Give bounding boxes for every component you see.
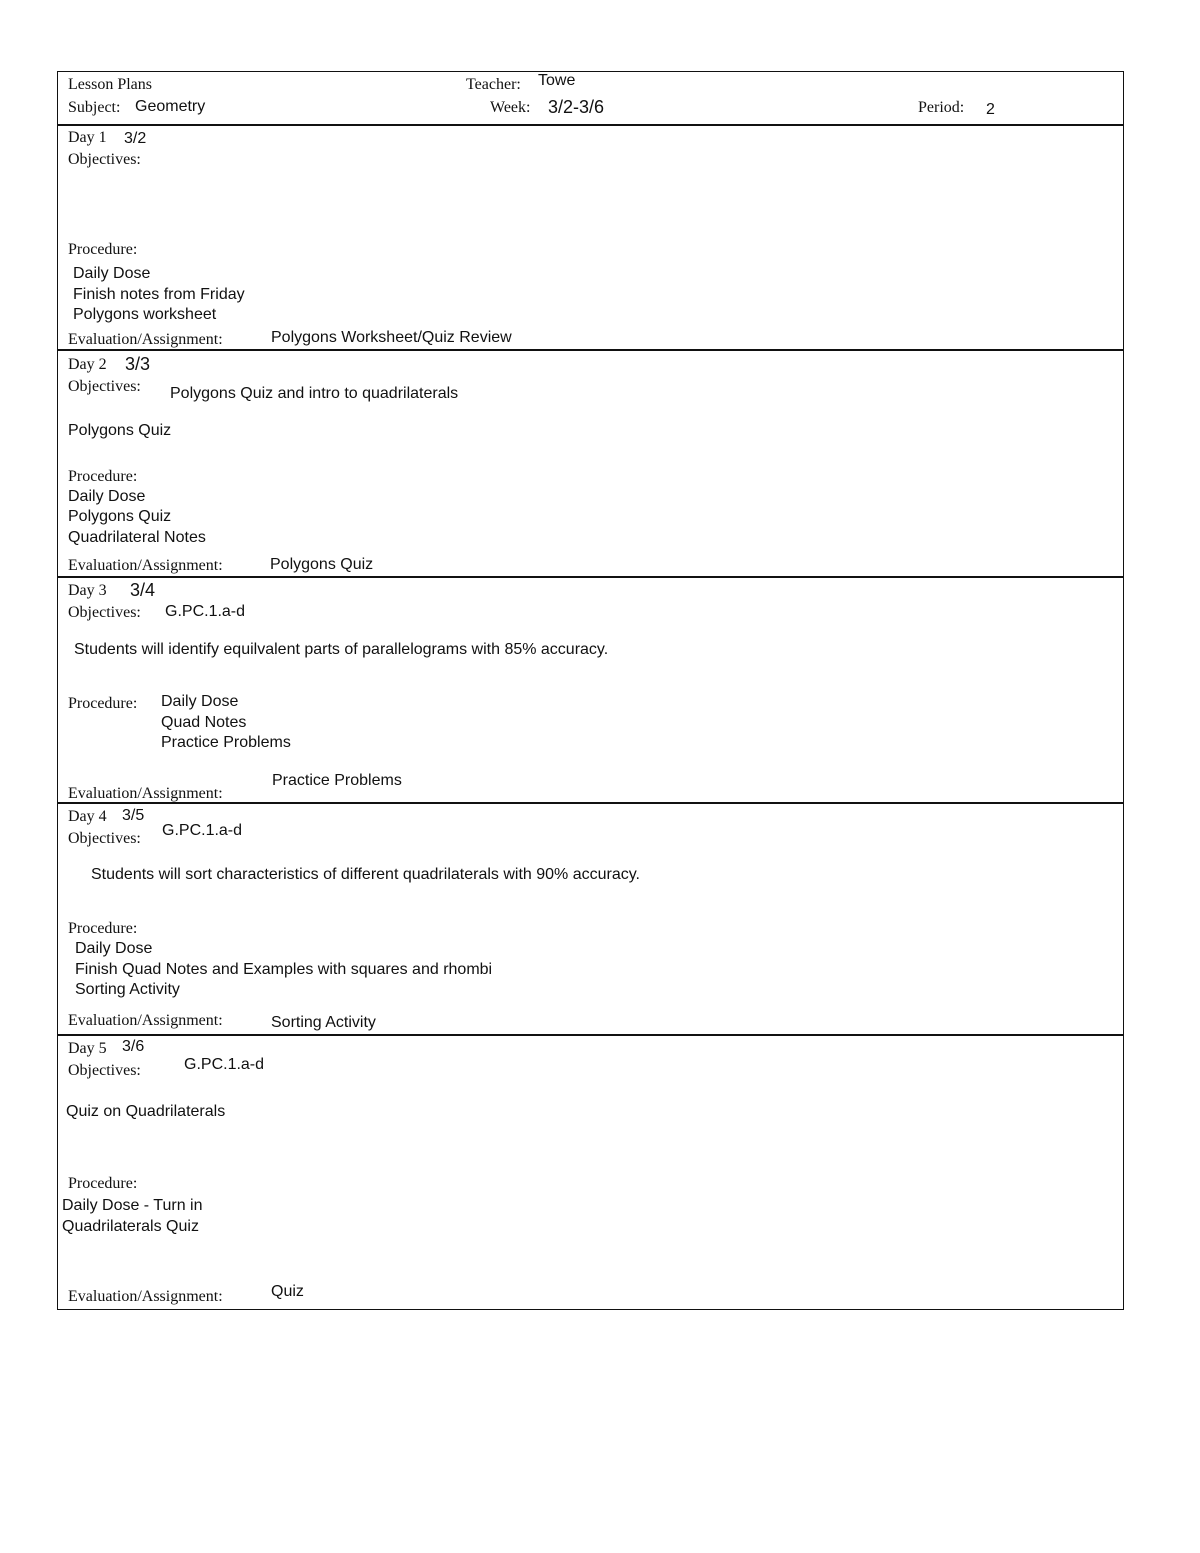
day1-divider	[58, 349, 1123, 351]
procedure-item: Finish Quad Notes and Examples with squares and rhombi	[75, 961, 493, 978]
objectives-inline: G.PC.1.a-d	[162, 822, 243, 839]
objectives-label: Objectives:	[68, 151, 141, 168]
procedure-item: Quadrilateral Notes	[68, 529, 206, 546]
procedure-label: Procedure:	[68, 468, 138, 485]
objectives-inline: Polygons Quiz and intro to quadrilaterals	[170, 385, 459, 402]
evaluation-label: Evaluation/Assignment:	[68, 785, 223, 802]
procedure-label: Procedure:	[68, 920, 138, 937]
procedure-item: Daily Dose	[68, 488, 146, 505]
day2-divider	[58, 576, 1123, 578]
procedure-item: Daily Dose	[73, 265, 151, 282]
period-label: Period:	[918, 99, 965, 116]
objectives-detail: Polygons Quiz	[68, 422, 172, 439]
objectives-detail: Students will sort characteristics of different quadrilaterals with 90% accuracy.	[91, 866, 640, 883]
day-date: 3/6	[122, 1038, 145, 1055]
lesson-plans-title: Lesson Plans	[68, 76, 152, 93]
day-date: 3/2	[124, 130, 147, 147]
procedure-item: Quad Notes	[161, 714, 247, 731]
procedure-item: Practice Problems	[161, 734, 291, 751]
day-date: 3/4	[130, 580, 156, 600]
evaluation-value: Sorting Activity	[271, 1014, 376, 1031]
evaluation-label: Evaluation/Assignment:	[68, 1012, 223, 1029]
day3-divider	[58, 802, 1123, 804]
procedure-label: Procedure:	[68, 241, 138, 258]
period-value: 2	[986, 101, 995, 118]
day-label: Day 1	[68, 129, 107, 146]
procedure-item: Sorting Activity	[75, 981, 180, 998]
day-label: Day 3	[68, 582, 107, 599]
evaluation-label: Evaluation/Assignment:	[68, 331, 223, 348]
procedure-label: Procedure:	[68, 1175, 138, 1192]
subject-value: Geometry	[135, 98, 206, 115]
evaluation-label: Evaluation/Assignment:	[68, 1288, 223, 1305]
objectives-label: Objectives:	[68, 604, 141, 621]
objectives-label: Objectives:	[68, 830, 141, 847]
procedure-item: Polygons worksheet	[73, 306, 217, 323]
procedure-item: Daily Dose - Turn in	[62, 1197, 203, 1214]
procedure-item: Quadrilaterals Quiz	[62, 1218, 199, 1235]
objectives-label: Objectives:	[68, 1062, 141, 1079]
objectives-detail: Quiz on Quadrilaterals	[66, 1103, 226, 1120]
teacher-value: Towe	[538, 72, 576, 89]
procedure-item: Daily Dose	[75, 940, 153, 957]
day-date: 3/3	[125, 354, 151, 374]
procedure-item: Finish notes from Friday	[73, 286, 245, 303]
objectives-inline: G.PC.1.a-d	[184, 1056, 265, 1073]
procedure-label: Procedure:	[68, 695, 138, 712]
objectives-detail: Students will identify equilvalent parts of parallelograms with 85% accuracy.	[74, 641, 609, 658]
objectives-label: Objectives:	[68, 378, 141, 395]
procedure-item: Daily Dose	[161, 693, 239, 710]
evaluation-value: Quiz	[271, 1283, 304, 1300]
week-label: Week:	[490, 99, 531, 116]
week-value: 3/2-3/6	[548, 97, 605, 117]
subject-label: Subject:	[68, 99, 121, 116]
evaluation-label: Evaluation/Assignment:	[68, 557, 223, 574]
evaluation-value: Practice Problems	[272, 772, 402, 789]
lesson-plan-sheet	[57, 71, 1124, 1310]
evaluation-value: Polygons Quiz	[270, 556, 374, 573]
objectives-inline: G.PC.1.a-d	[165, 603, 246, 620]
day4-divider	[58, 1034, 1123, 1036]
teacher-label: Teacher:	[466, 76, 521, 93]
evaluation-value: Polygons Worksheet/Quiz Review	[271, 329, 512, 346]
day-label: Day 2	[68, 356, 107, 373]
day-date: 3/5	[122, 807, 145, 824]
day-label: Day 4	[68, 808, 107, 825]
header-divider	[58, 124, 1123, 126]
procedure-item: Polygons Quiz	[68, 508, 172, 525]
day-label: Day 5	[68, 1040, 107, 1057]
